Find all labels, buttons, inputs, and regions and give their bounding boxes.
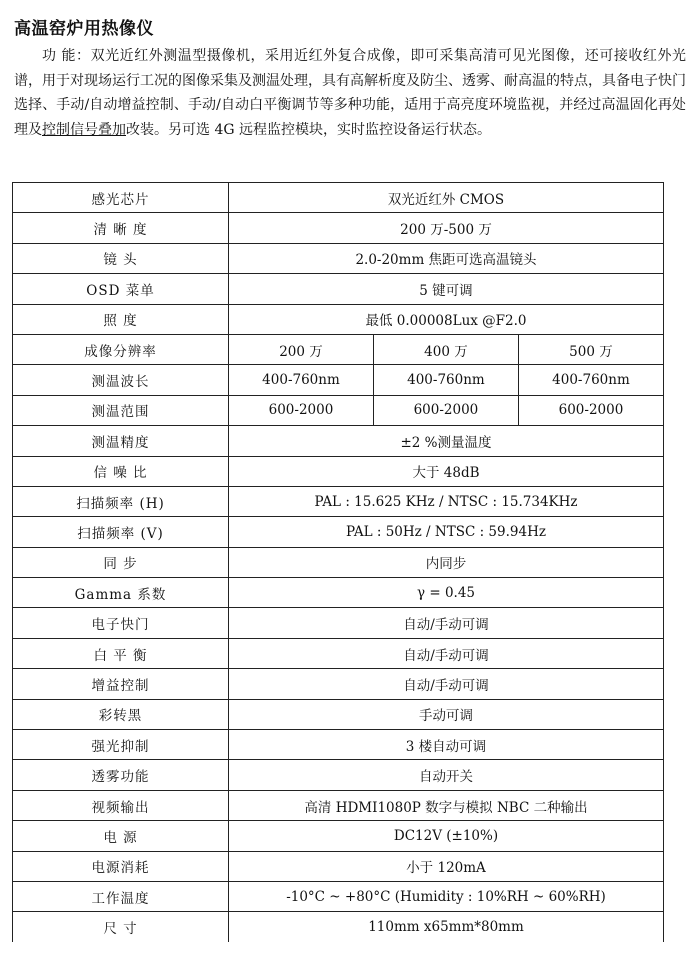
- spec-value: 高清 HDMI1080P 数字与模拟 NBC 二种输出: [229, 790, 664, 820]
- spec-value: 400-760nm: [373, 365, 518, 395]
- spec-table: [12, 182, 664, 942]
- spec-label: 同 步: [13, 547, 229, 577]
- spec-label: 强光抑制: [13, 730, 229, 760]
- spec-label: 白 平 衡: [13, 638, 229, 668]
- spec-value: 自动开关: [229, 760, 664, 790]
- spec-value: 500 万: [518, 334, 663, 364]
- spec-label: 透雾功能: [13, 760, 229, 790]
- spec-row: [13, 851, 664, 881]
- spec-row: [13, 608, 664, 638]
- spec-row: [13, 213, 664, 243]
- intro-paragraph: [14, 44, 686, 142]
- spec-value: γ = 0.45: [229, 578, 664, 608]
- intro-text-part2: 改装。另可选 4G 远程监控模块，实时监控设备运行状态。: [126, 121, 491, 138]
- spec-value: 600-2000: [373, 395, 518, 425]
- spec-value: PAL : 15.625 KHz / NTSC : 15.734KHz: [229, 486, 664, 516]
- spec-label: Gamma 系数: [13, 578, 229, 608]
- spec-value: 400 万: [373, 334, 518, 364]
- spec-label: 电 源: [13, 821, 229, 851]
- spec-row: [13, 456, 664, 486]
- spec-label: 测温范围: [13, 395, 229, 425]
- spec-value: 600-2000: [518, 395, 663, 425]
- spec-value: 5 键可调: [229, 274, 664, 304]
- spec-row: [13, 243, 664, 273]
- spec-row: [13, 790, 664, 820]
- spec-value: 3 楼自动可调: [229, 730, 664, 760]
- spec-row: [13, 426, 664, 456]
- spec-value: PAL : 50Hz / NTSC : 59.94Hz: [229, 517, 664, 547]
- spec-row: [13, 699, 664, 729]
- spec-row: [13, 334, 664, 364]
- spec-label: 清 晰 度: [13, 213, 229, 243]
- spec-row: [13, 730, 664, 760]
- spec-value: 双光近红外 CMOS: [229, 183, 664, 213]
- spec-label: 电源消耗: [13, 851, 229, 881]
- spec-label: 信 噪 比: [13, 456, 229, 486]
- spec-row: [13, 517, 664, 547]
- spec-value: ±2 %测量温度: [229, 426, 664, 456]
- spec-value: 大于 48dB: [229, 456, 664, 486]
- spec-row: [13, 881, 664, 911]
- spec-row: [13, 638, 664, 668]
- spec-value: 手动可调: [229, 699, 664, 729]
- spec-row: [13, 547, 664, 577]
- spec-row: [13, 183, 664, 213]
- spec-row: [13, 395, 664, 425]
- spec-row: [13, 304, 664, 334]
- spec-row: [13, 760, 664, 790]
- spec-row: [13, 274, 664, 304]
- spec-label: 增益控制: [13, 669, 229, 699]
- spec-label: 测温波长: [13, 365, 229, 395]
- spec-label: 扫描频率 (H): [13, 486, 229, 516]
- spec-row: [13, 578, 664, 608]
- spec-table-body: [13, 183, 664, 942]
- spec-value: 200 万: [229, 334, 374, 364]
- spec-row: [13, 486, 664, 516]
- spec-row: [13, 912, 664, 942]
- spec-value: 自动/手动可调: [229, 608, 664, 638]
- intro-underlined-text: 控制信号叠加: [42, 121, 126, 138]
- spec-value: 110mm x65mm*80mm: [229, 912, 664, 942]
- spec-value: 自动/手动可调: [229, 638, 664, 668]
- spec-row: [13, 669, 664, 699]
- spec-value: 内同步: [229, 547, 664, 577]
- spec-row: [13, 821, 664, 851]
- spec-label: 彩转黑: [13, 699, 229, 729]
- spec-label: 成像分辨率: [13, 334, 229, 364]
- spec-value: 600-2000: [229, 395, 374, 425]
- spec-label: 镜 头: [13, 243, 229, 273]
- spec-label: 尺 寸: [13, 912, 229, 942]
- spec-row: [13, 365, 664, 395]
- spec-value: 小于 120mA: [229, 851, 664, 881]
- spec-label: 扫描频率 (V): [13, 517, 229, 547]
- spec-value: -10°C ~ +80°C (Humidity : 10%RH ~ 60%RH): [229, 881, 664, 911]
- intro-text-part1: 功 能：双光近红外测温型摄像机，采用近红外复合成像，即可采集高清可见光图像，还可接收红外光谱，用于对现场运行工况的图像采集及测温处理，具有高解析度及防尘、透雾、耐高温的特点，具备电子快门选择、手动/自动增益控制、手动/自动白平衡调节等多种功能，适用于高亮度环境监视，并经过高温固化再处理及: [14, 48, 686, 138]
- spec-label: 工作温度: [13, 881, 229, 911]
- spec-value: 400-760nm: [229, 365, 374, 395]
- spec-value: 200 万-500 万: [229, 213, 664, 243]
- spec-value: 2.0-20mm 焦距可选高温镜头: [229, 243, 664, 273]
- spec-label: 视频输出: [13, 790, 229, 820]
- spec-value: 最低 0.00008Lux @F2.0: [229, 304, 664, 334]
- spec-label: OSD 菜单: [13, 274, 229, 304]
- spec-value: 自动/手动可调: [229, 669, 664, 699]
- spec-label: 测温精度: [13, 426, 229, 456]
- page-title: 高温窑炉用热像仪: [14, 19, 154, 39]
- spec-label: 感光芯片: [13, 183, 229, 213]
- spec-label: 照 度: [13, 304, 229, 334]
- spec-value: 400-760nm: [518, 365, 663, 395]
- spec-value: DC12V (±10%): [229, 821, 664, 851]
- spec-label: 电子快门: [13, 608, 229, 638]
